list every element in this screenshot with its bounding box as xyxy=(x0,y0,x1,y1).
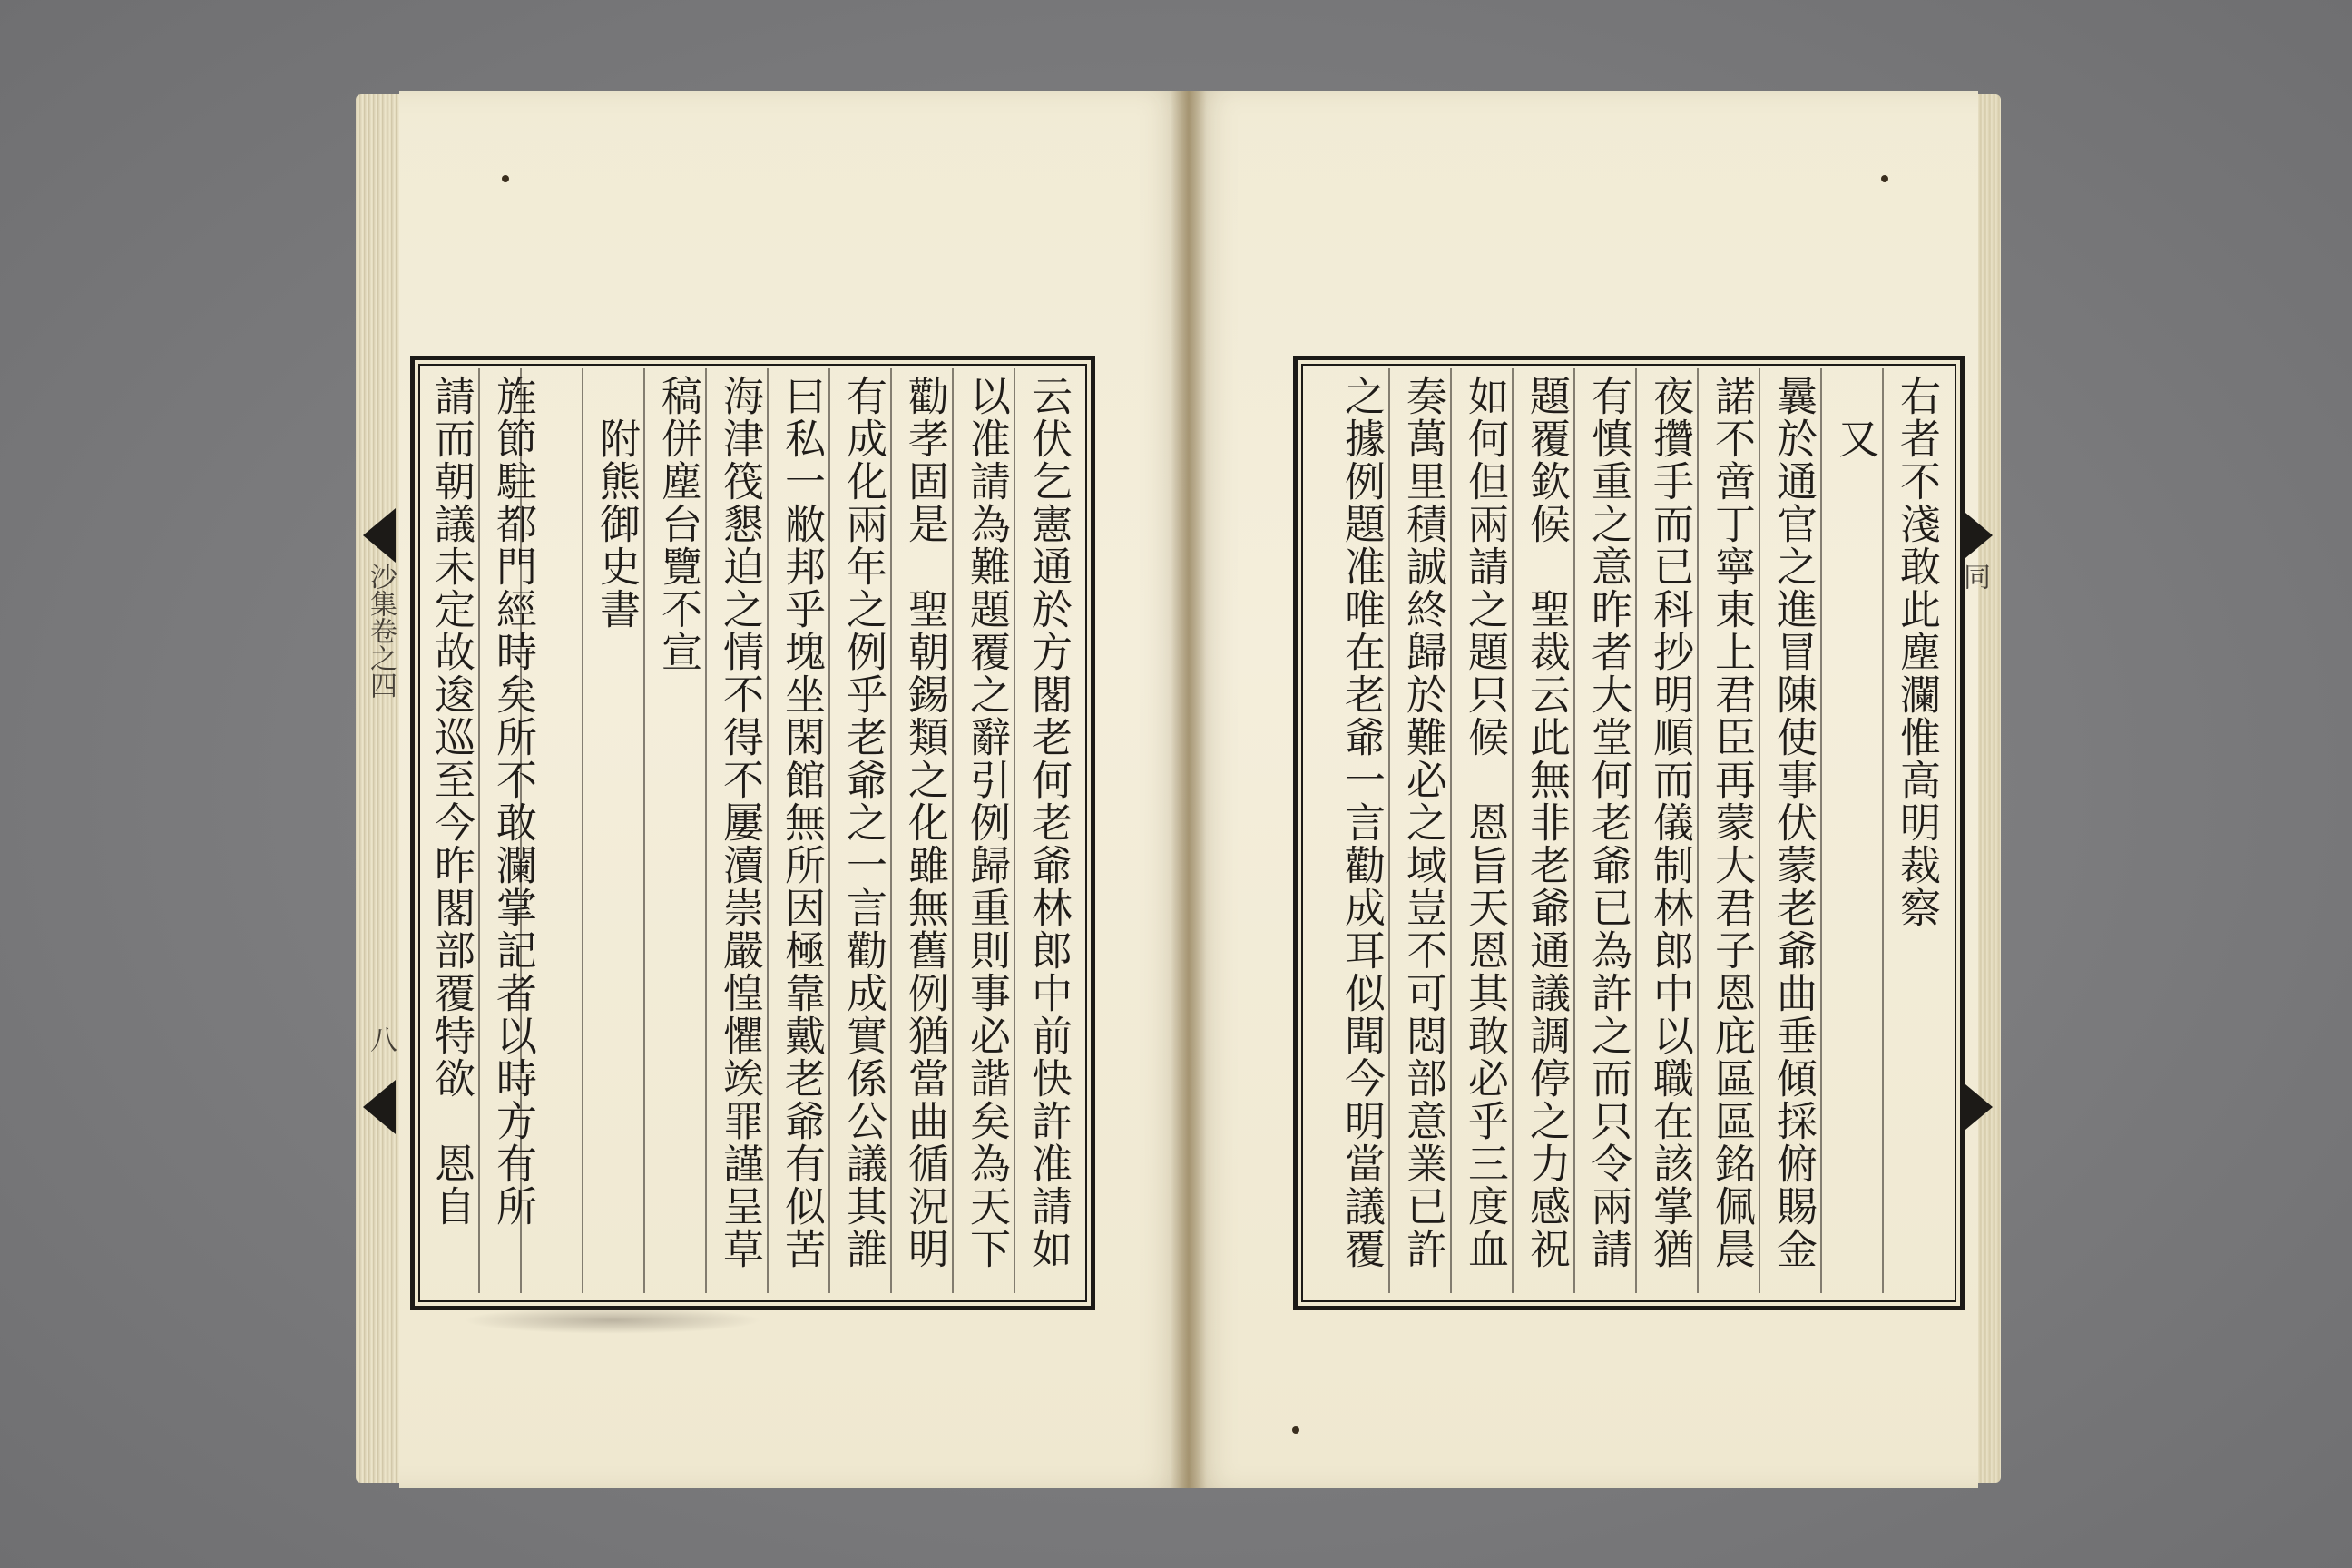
column-rule xyxy=(1388,368,1390,1293)
text-column: 曩於通官之進冒陳使事伏蒙老爺曲垂傾採俯賜金 xyxy=(1769,375,1818,1270)
text-column: 夜攢手而已科抄明順而儀制林郎中以職在該掌猶 xyxy=(1646,375,1694,1270)
column-rule xyxy=(1882,368,1884,1293)
column-rule xyxy=(767,368,769,1293)
ink-smudge xyxy=(463,1307,762,1334)
column-rule xyxy=(1512,368,1514,1293)
text-column: 如何但兩請之題只候 恩旨天恩其敢必乎三度血 xyxy=(1461,375,1509,1270)
text-column: 奏萬里積誠終歸於難必之域豈不可悶部意業已許 xyxy=(1399,375,1447,1270)
text-column: 旌節駐都門經時矣所不敢瀾掌記者以時方有所 xyxy=(489,375,537,1228)
column-rule xyxy=(1635,368,1637,1293)
column-rule xyxy=(643,368,645,1293)
binding-hole xyxy=(502,175,509,182)
text-column: 海津筏懇迫之情不得不屢瀆崇嚴惶懼竢罪謹呈草 xyxy=(716,375,764,1270)
text-column: 諾不啻丁寧東上君臣再蒙大君子恩庇區區銘佩晨 xyxy=(1708,375,1756,1270)
text-column: 有慎重之意昨者大堂何老爺已為許之而只令兩請 xyxy=(1584,375,1632,1270)
column-rule xyxy=(478,368,480,1293)
binding-hole xyxy=(1881,175,1888,182)
left-text-frame xyxy=(410,356,1095,1310)
fore-edge-page-number: 八 xyxy=(365,1025,397,1053)
column-rule xyxy=(1450,368,1452,1293)
right-text-frame xyxy=(1293,356,1965,1310)
text-column: 勸孝固是 聖朝錫類之化雖無舊例猶當曲循況明 xyxy=(901,375,949,1270)
text-column: 以准請為難題覆之辭引例歸重則事必諧矣為天下 xyxy=(963,375,1011,1270)
text-column: 請而朝議未定故逡巡至今昨閣部覆特欲 恩自 xyxy=(427,375,475,1228)
column-rule xyxy=(1759,368,1760,1293)
fore-edge-title: 沙集卷之四 xyxy=(365,563,397,699)
text-column: 右者不淺敢此塵瀾惟高明裁察 xyxy=(1893,375,1941,929)
column-rule xyxy=(1697,368,1699,1293)
text-column: 有成化兩年之例乎老爺之一言勸成實係公議其誰 xyxy=(839,375,887,1270)
column-rule xyxy=(828,368,830,1293)
book-gutter xyxy=(1171,91,1207,1488)
column-rule xyxy=(582,368,583,1293)
text-column: 題覆欽候 聖裁云此無非老爺通議調停之力感祝 xyxy=(1523,375,1571,1270)
text-column: 稿併塵台覽不宣 xyxy=(654,375,702,673)
column-rule xyxy=(705,368,707,1293)
column-rule xyxy=(890,368,892,1293)
column-rule xyxy=(1573,368,1575,1293)
text-column: 又 xyxy=(1831,375,1879,460)
binding-hole xyxy=(1292,1426,1299,1434)
text-column: 之據例題准唯在老爺一言勸成耳似聞今明當議覆 xyxy=(1338,375,1386,1270)
column-rule xyxy=(952,368,954,1293)
column-rule xyxy=(1820,368,1822,1293)
column-rule xyxy=(1014,368,1015,1293)
text-column: 云伏乞憲通於方閣老何老爺林郎中前快許准請如 xyxy=(1024,375,1073,1270)
book-edge-left xyxy=(356,94,401,1483)
fore-edge-title: 同 xyxy=(1958,563,1990,590)
text-column: 曰私一敝邦乎塊坐閑館無所因極靠戴老爺有似苦 xyxy=(778,375,826,1270)
text-column: 附熊御史書 xyxy=(593,375,641,631)
